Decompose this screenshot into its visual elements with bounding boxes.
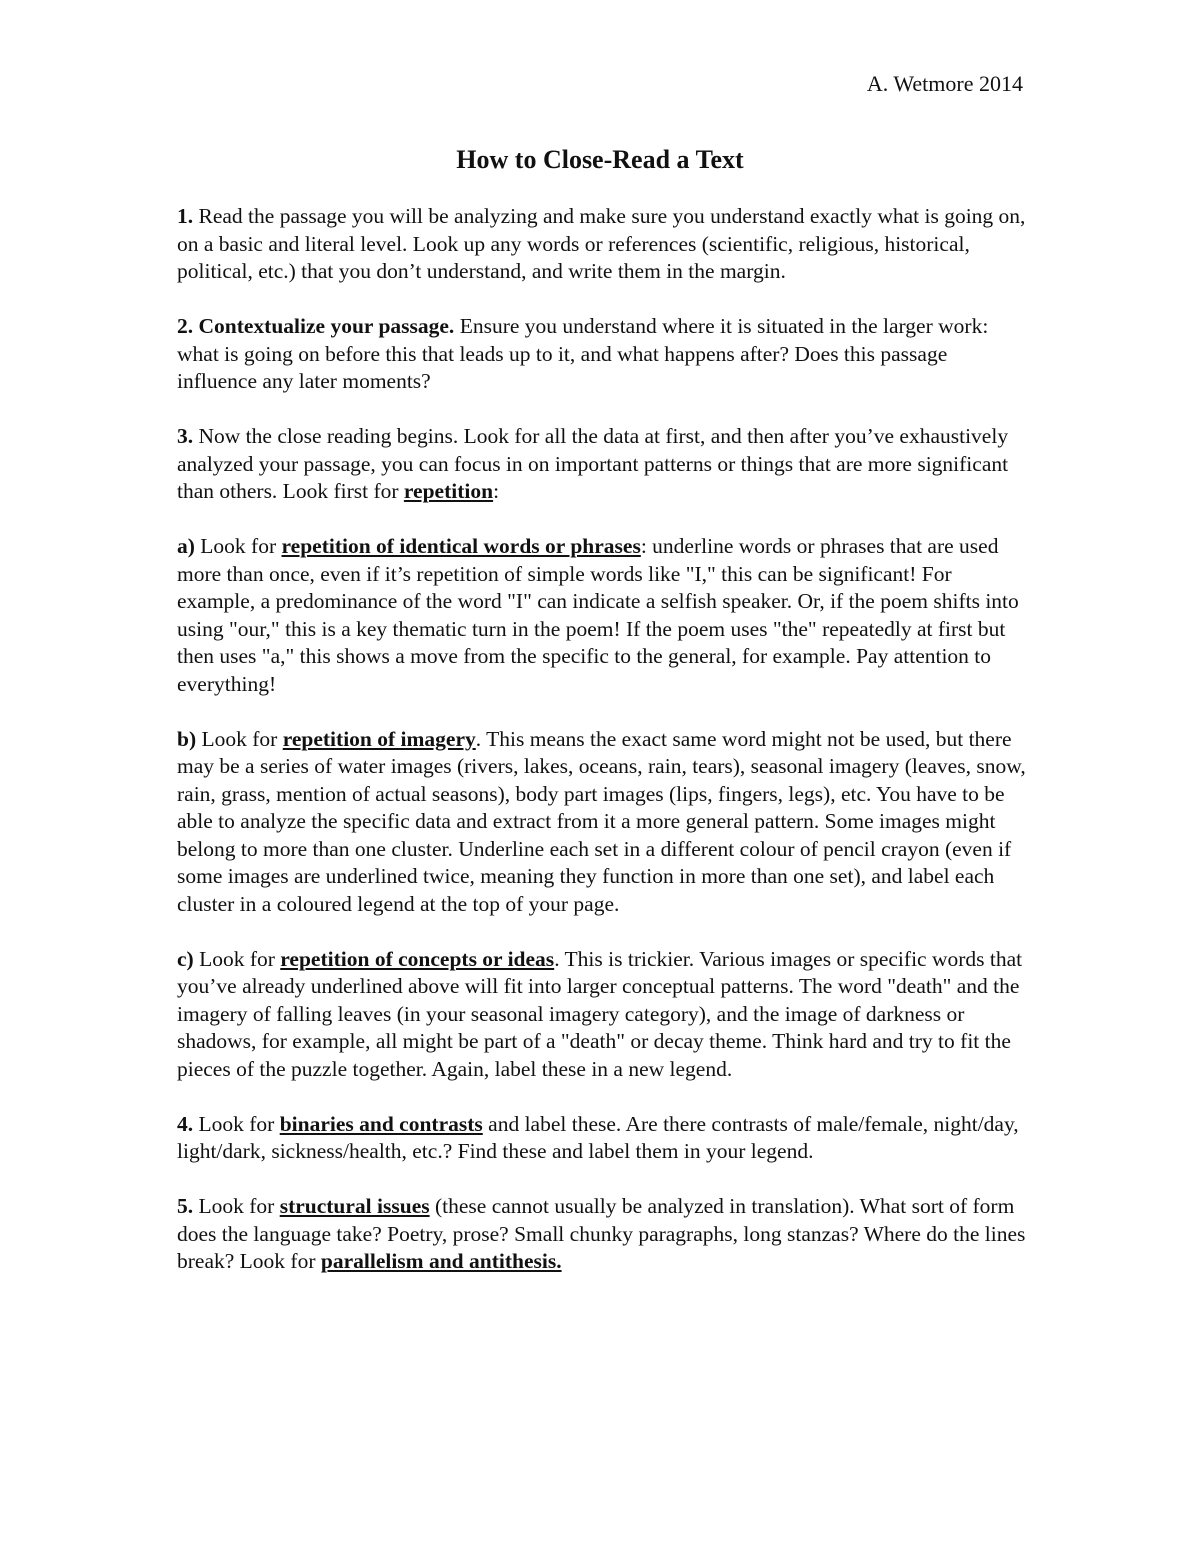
- step-a-paragraph: [177, 533, 1027, 698]
- step-5-term-2: parallelism and antithesis.: [320, 1249, 562, 1273]
- step-a-text: : underline words or phrases that are used more than once, even if it’s repetition of simple words like "I," this can be significant! For example, a predominance of the word "I" can indicate a selfish speaker. Or, if the poem shifts into using "our," this is a key thematic turn in the poem! If the poem uses "the" repeatedly at first but then uses "a," this shows a move from the specific to the general, for example. Pay attention to everything!: [177, 534, 1019, 696]
- step-c-text: . This is trickier. Various images or specific words that you’ve already underlined above will fit into larger conceptual patterns. The word "death" and the imagery of falling leaves (in your seasonal imagery category), and the image of darkness or shadows, for example, all might be part of a "death" or decay theme. Think hard and try to fit the pieces of the puzzle together. Again, label these in a new legend.: [177, 946, 1023, 1081]
- step-5-paragraph: [177, 1193, 1027, 1276]
- author-line: A. Wetmore 2014: [866, 71, 1023, 96]
- step-3-paragraph: [177, 423, 1027, 506]
- step-4-pre: Look for: [193, 1111, 280, 1136]
- step-4-paragraph: [177, 1111, 1027, 1166]
- step-b-term: repetition of imagery: [282, 726, 476, 751]
- step-a-label: a): [177, 534, 195, 558]
- step-1-text: Read the passage you will be analyzing and make sure you understand exactly what is going on, on a basic and literal level. Look up any words or references (scientific, religious, historical, political, etc.) that you don’t understand, and write them in the margin.: [177, 204, 1026, 283]
- step-4-text: and label these. Are there contrasts of male/female, night/day, light/dark, sickness/health, etc.? Find these and label them in your legend.: [177, 1111, 1019, 1163]
- step-2-paragraph: [177, 313, 1027, 396]
- step-c-paragraph: [177, 946, 1027, 1084]
- step-a-pre: Look for: [194, 534, 282, 558]
- step-b-pre: Look for: [196, 726, 283, 751]
- step-c-pre: Look for: [193, 946, 281, 971]
- document-body: [177, 203, 1027, 1303]
- step-3-text: Now the close reading begins. Look for all the data at first, and then after you’ve exhaustively analyzed your passage, you can focus in on important patterns or things that are more significant than others. Look first for: [177, 424, 1009, 503]
- step-2-number: 2.: [177, 314, 194, 338]
- step-5-term: structural issues: [279, 1194, 430, 1218]
- step-2-text: Ensure you understand where it is situated in the larger work: what is going on before this that leads up to it, and what happens after? Does this passage influence any later moments?: [177, 314, 989, 393]
- step-5-pre: Look for: [193, 1194, 280, 1218]
- step-3-number: 3.: [177, 424, 194, 448]
- step-2-heading: Contextualize your passage.: [193, 314, 455, 338]
- step-c-label: c): [177, 946, 194, 971]
- document-title: How to Close-Read a Text: [456, 145, 744, 174]
- step-4-term: binaries and contrasts: [279, 1111, 483, 1136]
- step-b-text: . This means the exact same word might not be used, but there may be a series of water images (rivers, lakes, oceans, rain, tears), seasonal imagery (leaves, snow, rain, grass, mention of actual seasons), body part images (lips, fingers, legs), etc. You have to be able to analyze the specific data and extract from it a more general pattern. Some images might belong to more than one cluster. Underline each set in a different colour of pencil crayon (even if some images are underlined twice, meaning they function in more than one set), and label each cluster in a coloured legend at the top of your page.: [177, 726, 1026, 916]
- step-5-number: 5.: [177, 1194, 194, 1218]
- step-c-term: repetition of concepts or ideas: [280, 946, 555, 971]
- step-a-term: repetition of identical words or phrases: [281, 534, 641, 558]
- step-4-number: 4.: [177, 1111, 194, 1136]
- step-b-paragraph: [177, 726, 1027, 919]
- step-5-text: (these cannot usually be analyzed in translation). What sort of form does the language take? Poetry, prose? Small chunky paragraphs, long stanzas? Where do the lines break? Look for: [177, 1194, 1026, 1273]
- step-3-after: :: [493, 479, 500, 503]
- step-b-label: b): [177, 726, 197, 751]
- step-1-paragraph: [177, 203, 1027, 286]
- step-3-term: repetition: [403, 479, 494, 503]
- step-1-number: 1.: [177, 204, 194, 228]
